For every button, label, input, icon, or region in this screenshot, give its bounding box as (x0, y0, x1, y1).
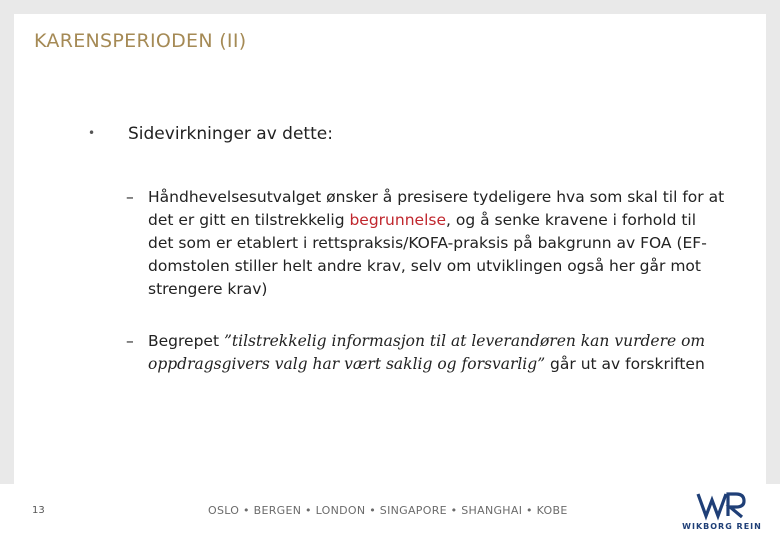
sub-item-text: Begrepet (148, 332, 224, 350)
sub-item-body (126, 186, 726, 301)
dash-marker: – (126, 188, 134, 206)
sub-item-body (126, 330, 736, 376)
slide-title: KARENSPERIODEN (II) (34, 30, 247, 52)
quote-text: ”tilstrekkelig informasjon til at leverandøren kan vurdere om oppdragsgivers valg har vært saklig og forsvarlig” (148, 332, 706, 373)
sub-item (126, 186, 726, 301)
page-number: 13 (32, 505, 45, 516)
sub-item-text: , og å senke kravene i forhold til det som er etablert i rettspraksis/KOFA-praksis på bakgrunn av FOA (EF-domstolen stiller helt andre krav, selv om utviklingen også her går mot strengere krav) (148, 211, 707, 298)
highlight-text: begrunnelse (349, 211, 446, 229)
sub-item-text: Håndhevelsesutvalget ønsker å presisere tydeligere hva som skal til for at det er gitt en tilstrekkelig (148, 188, 725, 229)
bullet-text: Sidevirkninger av dette: (128, 124, 333, 144)
office-cities: OSLO • BERGEN • LONDON • SINGAPORE • SHANGHAI • KOBE (208, 504, 568, 517)
sub-item-text: går ut av forskriften (545, 355, 705, 373)
company-logo (676, 488, 768, 534)
wr-monogram-icon (676, 488, 768, 522)
dash-marker: – (126, 332, 134, 350)
logo-text: WIKBORG REIN (682, 522, 762, 531)
sub-item (126, 330, 736, 376)
bullet-marker: • (88, 126, 96, 140)
